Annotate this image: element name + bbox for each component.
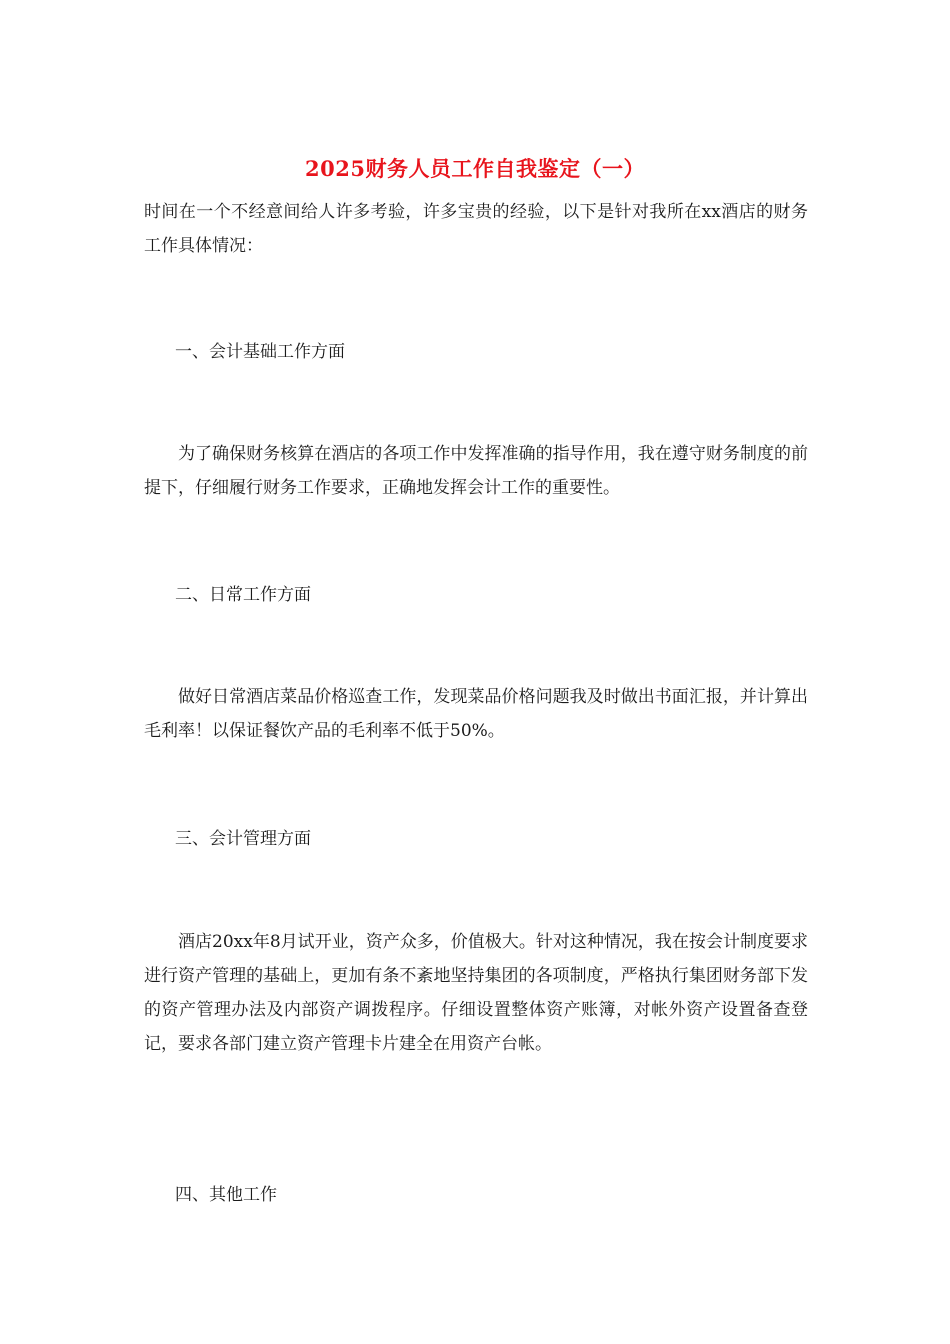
section-heading-3: 三、会计管理方面 [175,829,311,849]
section-heading-4: 四、其他工作 [175,1185,277,1205]
section-body-1: 为了确保财务核算在酒店的各项工作中发挥准确的指导作用，我在遵守财务制度的前提下，仔细履行财务工作要求，正确地发挥会计工作的重要性。 [144,444,808,498]
intro-paragraph: 时间在一个不经意间给人许多考验，许多宝贵的经验，以下是针对我所在xx酒店的财务工作具体情况： [144,202,808,256]
section-body-3: 酒店20xx年8月试开业，资产众多，价值极大。针对这种情况，我在按会计制度要求进行资产管理的基础上，更加有条不紊地坚持集团的各项制度，严格执行集团财务部下发的资产管理办法及内部资产调拨程序。仔细设置整体资产账簿，对帐外资产设置备查登记，要求各部门建立资产管理卡片建全在用资产台帐。 [144,932,808,1054]
section-body-2: 做好日常酒店菜品价格巡查工作，发现菜品价格问题我及时做出书面汇报，并计算出毛利率！以保证餐饮产品的毛利率不低于50%。 [144,687,808,741]
section-heading-1: 一、会计基础工作方面 [175,342,345,362]
document-title: 2025财务人员工作自我鉴定（一） [305,156,645,181]
section-heading-2: 二、日常工作方面 [175,585,311,605]
